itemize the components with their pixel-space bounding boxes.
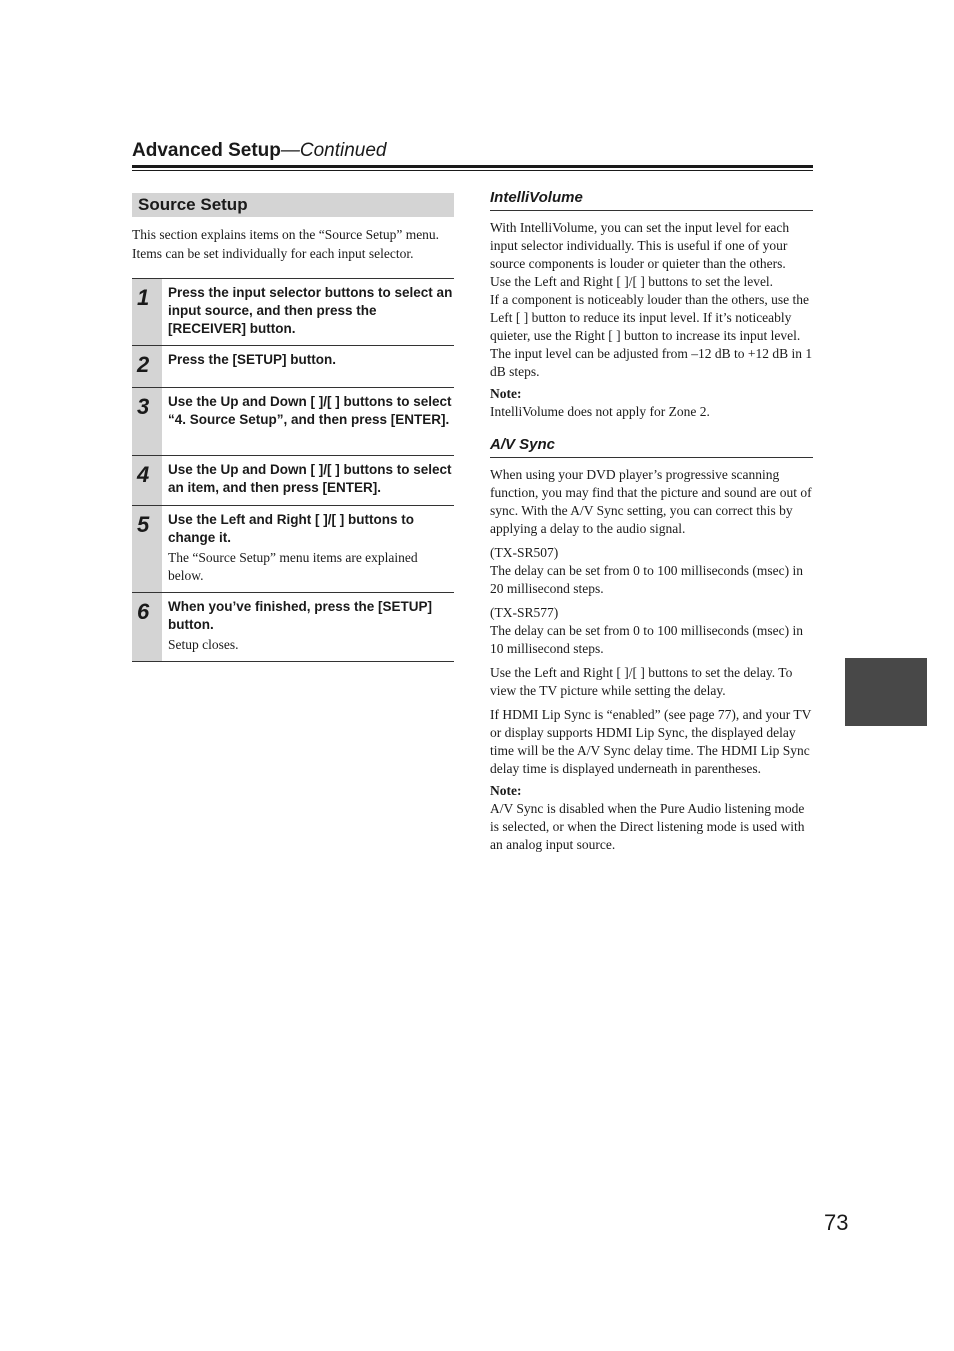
- avsync-model-2: (TX-SR577): [490, 605, 559, 620]
- page-header: [132, 138, 813, 164]
- intellivolume-heading: IntelliVolume: [490, 188, 813, 211]
- step-6: [132, 593, 454, 662]
- right-column: [490, 188, 813, 854]
- avsync-model-1: (TX-SR507): [490, 545, 559, 560]
- step-detail: Setup closes.: [168, 637, 239, 652]
- step-number: 5: [132, 506, 162, 592]
- step-instruction: Press the input selector buttons to select an input source, and then press the [RECEIVER] button.: [168, 285, 453, 336]
- steps-list: [132, 278, 454, 662]
- step-instruction: Use the Left and Right [ ]/[ ] buttons to change it.: [168, 512, 414, 545]
- intellivolume-instruction: Use the Left and Right [ ]/[ ] buttons to set the level.: [490, 274, 774, 289]
- avsync-note: A/V Sync is disabled when the Pure Audio listening mode is selected, or when the Direct listening mode is used with an analog input source.: [490, 801, 805, 852]
- avsync-lip-sync: If HDMI Lip Sync is “enabled” (see page 77), and your TV or display supports HDMI Lip Sync, the displayed delay time will be the A/V Sync delay time. The HDMI Lip Sync delay time is displayed underneath in parentheses.: [490, 707, 812, 776]
- step-detail: The “Source Setup” menu items are explained below.: [168, 550, 418, 583]
- step-instruction: When you’ve finished, press the [SETUP] button.: [168, 599, 433, 632]
- avsync-paragraph: When using your DVD player’s progressive scanning function, you may find that the picture and sound are out of sync. With the A/V Sync setting, you can correct this by applying a delay to the audio signal.: [490, 467, 812, 536]
- step-number: 3: [132, 388, 162, 455]
- intellivolume-detail: If a component is noticeably louder than the others, use the Left [ ] button to reduce its input level. If it’s noticeably quieter, use the Right [ ] button to increase its input level. The input level can be adjusted from –12 dB to +12 dB in 1 dB steps.: [490, 292, 813, 379]
- header-rule-thick: [132, 165, 813, 168]
- step-2: [132, 346, 454, 388]
- note-label: Note:: [490, 386, 522, 401]
- step-instruction: Use the Up and Down [ ]/[ ] buttons to select an item, and then press [ENTER].: [168, 462, 452, 495]
- avsync-heading: A/V Sync: [490, 435, 813, 458]
- step-number: 1: [132, 279, 162, 345]
- left-column: [132, 193, 454, 662]
- step-3: [132, 388, 454, 456]
- avsync-model-1-text: The delay can be set from 0 to 100 milliseconds (msec) in 20 millisecond steps.: [490, 563, 804, 596]
- step-number: 6: [132, 593, 162, 661]
- intellivolume-paragraph: With IntelliVolume, you can set the input level for each input selector individually. This is useful if one of your source components is louder or quieter than the others.: [490, 220, 790, 271]
- note-label: Note:: [490, 783, 522, 798]
- header-rule-thin: [132, 170, 813, 171]
- avsync-model-2-text: The delay can be set from 0 to 100 milliseconds (msec) in 10 millisecond steps.: [490, 623, 804, 656]
- step-4: [132, 456, 454, 506]
- step-instruction: Press the [SETUP] button.: [168, 352, 337, 367]
- header-title: Advanced Setup: [132, 140, 281, 161]
- step-1: [132, 279, 454, 346]
- chapter-tab: [845, 658, 927, 726]
- avsync-instruction: Use the Left and Right [ ]/[ ] buttons to set the delay. To view the TV picture while setting the delay.: [490, 665, 793, 698]
- header-continued: —Continued: [280, 140, 387, 161]
- intro-text: This section explains items on the “Source Setup” menu. Items can be set individually for each input selector.: [132, 227, 440, 261]
- step-number: 4: [132, 456, 162, 505]
- page-number: 73: [824, 1210, 849, 1235]
- step-number: 2: [132, 346, 162, 387]
- intellivolume-note: IntelliVolume does not apply for Zone 2.: [490, 404, 710, 419]
- section-title: Source Setup: [132, 193, 454, 217]
- step-5: [132, 506, 454, 593]
- step-instruction: Use the Up and Down [ ]/[ ] buttons to select “4. Source Setup”, and then press [ENTER].: [168, 394, 452, 427]
